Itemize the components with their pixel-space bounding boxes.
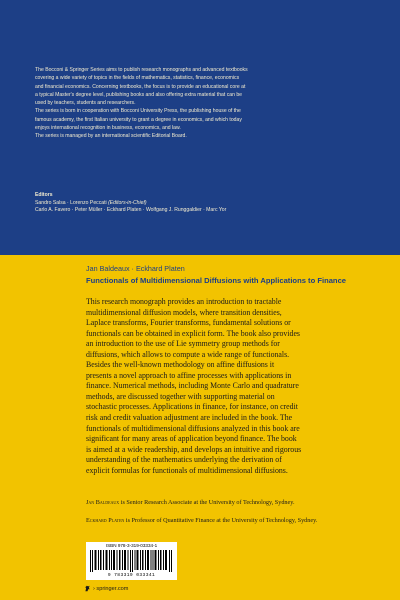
author-bio-platen: [86, 517, 366, 525]
abstract-line: multidimensional diffusion models, where transition densities,: [86, 307, 282, 317]
book-abstract: [86, 297, 376, 476]
bio-author-name: Jan Baldeaux: [86, 499, 120, 506]
abstract-line: Laplace transforms, Fourier transforms, fundamental solutions or: [86, 318, 291, 328]
book-authors: Jan Baldeaux · Eckhard Platen: [86, 264, 185, 273]
series-line: The series is managed by an international scientific Editorial Board.: [35, 133, 187, 140]
abstract-line: functionals can be obtained in explicit form. The book also provides: [86, 328, 300, 338]
series-line: used by teachers, students and researchers.: [35, 100, 136, 107]
abstract-line: is aimed at a wide readership, and develops an intuitive and rigorous: [86, 444, 302, 454]
bio-text: is Senior Research Associate at the University of Technology, Sydney.: [119, 499, 295, 506]
series-line: and financial economics. Concerning textbooks, the focus is to provide an educational core at: [35, 83, 246, 90]
ean-digits: 9 783319 033341: [107, 573, 156, 578]
editors-in-chief-role: (Editors-in-Chief): [108, 199, 147, 206]
abstract-line: presents a novel approach to affine processes with applications in: [86, 370, 292, 380]
book-title: Functionals of Multidimensional Diffusions with Applications to Finance: [86, 276, 347, 285]
barcode-bars-icon: [90, 550, 173, 572]
publisher-url-text[interactable]: › springer.com: [93, 585, 129, 592]
editors-in-chief-names: Sandro Salsa · Lorenzo Peccati: [35, 199, 107, 206]
editors-heading: Editors: [35, 192, 53, 198]
bio-text: is Professor of Quantitative Finance at the University of Technology, Sydney.: [124, 517, 318, 524]
series-line: covering a wide variety of topics in the fields of mathematics, statistics, finance, economics: [35, 75, 240, 82]
abstract-line: finance. Numerical methods, including Monte Carlo and quadrature: [86, 381, 299, 391]
barcode: [86, 542, 177, 580]
abstract-line: an introduction to the use of Lie symmetry group methods for: [86, 339, 280, 349]
editors-in-chief: [35, 200, 365, 208]
author-bio-baldeaux: [86, 499, 366, 507]
publisher-url[interactable]: [84, 585, 128, 592]
series-line: famous academy, the first Italian university to grant a degree in economics, and which today: [35, 116, 242, 123]
editors-board: Carlo A. Favero · Peter Müller · Eckhard Platen · Wolfgang J. Runggaldier · Marc Yor: [35, 207, 227, 214]
springer-horse-icon: [84, 585, 91, 592]
series-line: The Bocconi & Springer Series aims to publish research monographs and advanced textbooks: [35, 67, 248, 73]
abstract-line: diffusions, which allows to compute a wide range of functionals.: [86, 349, 290, 359]
series-description: [35, 66, 365, 141]
abstract-line: Besides the well-known methodology on affine diffusions it: [86, 360, 275, 370]
abstract-line: risk and credit valuation adjustment are included in the book. The: [86, 413, 293, 423]
abstract-line: This research monograph provides an introduction to tractable: [86, 297, 282, 306]
series-line: The series is born in cooperation with Bocconi University Press, the publishing house of the: [35, 108, 241, 115]
abstract-line: stochastic processes. Applications in finance, for instance, on credit: [86, 402, 298, 412]
bio-author-name: Eckhard Platen: [86, 517, 125, 524]
series-line: enjoys international recognition in business, economics, and law.: [35, 125, 181, 132]
series-line: a typical Master's degree level, publishing books and also offering extra material that can be: [35, 91, 243, 98]
abstract-line: explicit formulas for functionals of multidimensional diffusions.: [86, 465, 288, 475]
isbn-number: ISBN 978-3-319-03334-1: [105, 543, 158, 548]
series-panel: [0, 0, 400, 255]
editors-block: [35, 192, 365, 215]
abstract-line: significant for many areas of application beyond finance. The book: [86, 434, 297, 444]
abstract-line: methods, are discussed together with supporting material on: [86, 391, 275, 401]
abstract-line: understanding of the mathematics underlying the derivation of: [86, 455, 282, 465]
abstract-line: functionals of multidimensional diffusions analyzed in this book are: [86, 423, 300, 433]
